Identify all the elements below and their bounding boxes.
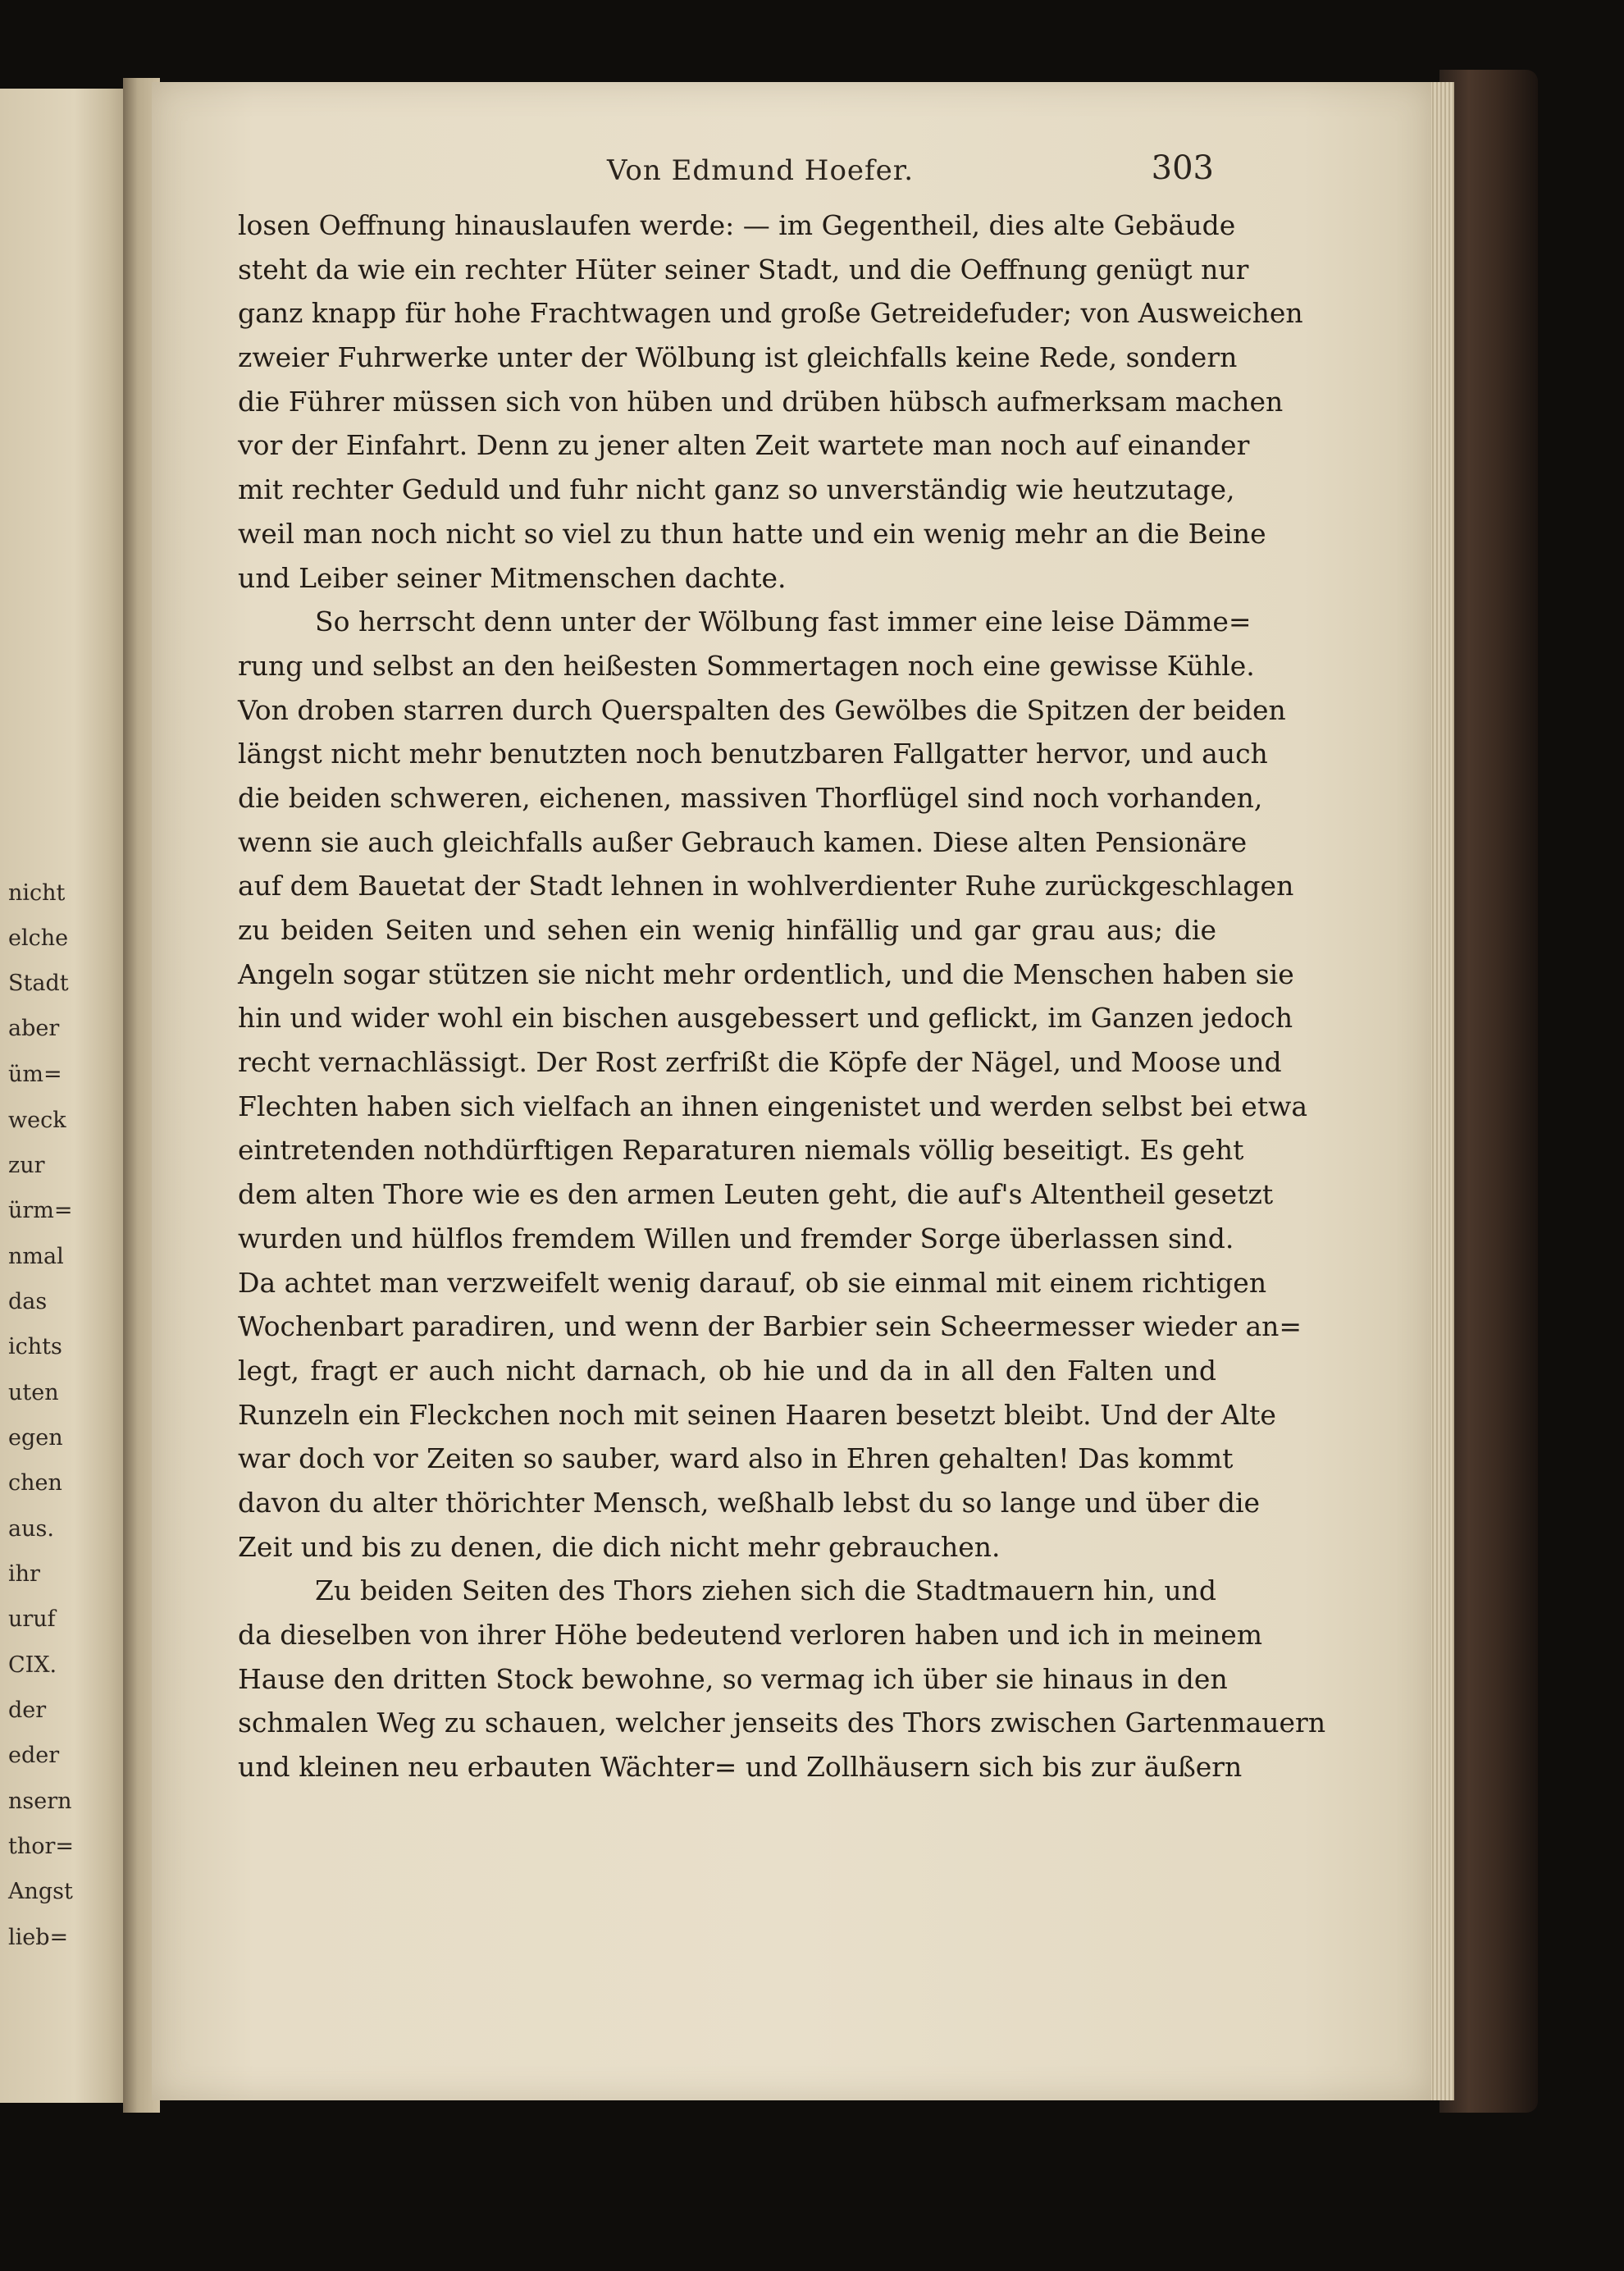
- text-line: Zeit und bis zu denen, die dich nicht mehr gebrauchen.: [238, 1530, 1001, 1563]
- margin-word: zur: [8, 1153, 45, 1178]
- margin-word: Angst: [8, 1879, 73, 1904]
- margin-word: eder: [8, 1743, 60, 1768]
- margin-word: üm=: [8, 1062, 62, 1087]
- margin-word: chen: [8, 1470, 62, 1496]
- text-line: dem alten Thore wie es den armen Leuten geht, die auf's Altentheil gesetzt: [238, 1178, 1274, 1211]
- text-line: da dieselben von ihrer Höhe bedeutend verloren haben und ich in meinem: [238, 1619, 1263, 1651]
- running-title: Von Edmund Hoefer.: [607, 154, 915, 187]
- text-line: Hause den dritten Stock bewohne, so vermag ich über sie hinaus in den: [238, 1662, 1228, 1695]
- text-line: losen Oeffnung hinauslaufen werde: — im Gegentheil, dies alte Gebäude: [238, 209, 1236, 241]
- text-line: eintretenden nothdürftigen Reparaturen niemals völlig beseitigt. Es geht: [238, 1134, 1244, 1167]
- page-number: 303: [1151, 149, 1214, 187]
- margin-word: ürm=: [8, 1198, 73, 1223]
- margin-word: der: [8, 1698, 47, 1723]
- margin-word: ihr: [8, 1561, 40, 1587]
- margin-word: thor=: [8, 1834, 75, 1859]
- margin-word: aus.: [8, 1516, 54, 1542]
- book-cover: [1439, 70, 1538, 2113]
- text-line: Wochenbart paradiren, und wenn der Barbier sein Scheermesser wieder an=: [238, 1310, 1302, 1343]
- text-line: Flechten haben sich vielfach an ihnen eingenistet und werden selbst bei etwa: [238, 1090, 1308, 1122]
- text-line: Runzeln ein Fleckchen noch mit seinen Haaren besetzt bleibt. Und der Alte: [238, 1398, 1276, 1431]
- facing-left-page: [0, 89, 135, 2103]
- text-line: vor der Einfahrt. Denn zu jener alten Zeit wartete man noch auf einander: [238, 429, 1250, 462]
- text-line: zu beiden Seiten und sehen ein wenig hinfällig und gar grau aus; die: [238, 914, 1216, 946]
- text-line: ganz knapp für hohe Frachtwagen und große Getreidefuder; von Ausweichen: [238, 297, 1303, 330]
- text-line: mit rechter Geduld und fuhr nicht ganz so unverständig wie heutzutage,: [238, 473, 1235, 506]
- text-line: steht da wie ein rechter Hüter seiner Stadt, und die Oeffnung genügt nur: [238, 253, 1249, 286]
- text-line: auf dem Bauetat der Stadt lehnen in wohlverdienter Ruhe zurückgeschlagen: [238, 870, 1294, 902]
- margin-word: egen: [8, 1425, 63, 1451]
- text-line: rung und selbst an den heißesten Sommertagen noch eine gewisse Kühle.: [238, 649, 1255, 682]
- text-line: die beiden schweren, eichenen, massiven Thorflügel sind noch vorhanden,: [238, 781, 1263, 814]
- text-line: davon du alter thörichter Mensch, weßhalb lebst du so lange und über die: [238, 1486, 1261, 1519]
- text-line: längst nicht mehr benutzten noch benutzbaren Fallgatter hervor, und auch: [238, 738, 1268, 770]
- text-line: Angeln sogar stützen sie nicht mehr ordentlich, und die Menschen haben sie: [238, 957, 1294, 990]
- margin-word: nicht: [8, 880, 66, 906]
- text-line: Da achtet man verzweifelt wenig darauf, ob sie einmal mit einem richtigen: [238, 1266, 1267, 1299]
- text-line: schmalen Weg zu schauen, welcher jenseits des Thors zwischen Gartenmauern: [238, 1707, 1326, 1739]
- text-line: So herrscht denn unter der Wölbung fast immer eine leise Dämme=: [315, 605, 1252, 638]
- margin-word: CIX.: [8, 1652, 57, 1678]
- text-line: und Leiber seiner Mitmenschen dachte.: [238, 561, 787, 594]
- margin-word: nmal: [8, 1244, 64, 1269]
- margin-word: das: [8, 1289, 48, 1314]
- margin-word: ichts: [8, 1334, 62, 1359]
- text-line: zweier Fuhrwerke unter der Wölbung ist gleichfalls keine Rede, sondern: [238, 341, 1238, 374]
- text-line: weil man noch nicht so viel zu thun hatte und ein wenig mehr an die Beine: [238, 517, 1266, 550]
- text-line: legt, fragt er auch nicht darnach, ob hie und da in all den Falten und: [238, 1354, 1216, 1387]
- margin-word: elche: [8, 925, 69, 951]
- text-line: Von droben starren durch Querspalten des Gewölbes die Spitzen der beiden: [238, 693, 1286, 726]
- margin-word: lieb=: [8, 1925, 69, 1950]
- running-head: [451, 149, 1214, 197]
- margin-word: Stadt: [8, 971, 69, 996]
- margin-word: uruf: [8, 1606, 56, 1632]
- body-text: [238, 203, 1326, 1789]
- text-line: wenn sie auch gleichfalls außer Gebrauch kamen. Diese alten Pensionäre: [238, 825, 1248, 858]
- text-line: Zu beiden Seiten des Thors ziehen sich die Stadtmauern hin, und: [315, 1574, 1216, 1607]
- margin-word: uten: [8, 1380, 59, 1405]
- text-line: hin und wider wohl ein bischen ausgebessert und geflickt, im Ganzen jedoch: [238, 1002, 1293, 1035]
- margin-word: nsern: [8, 1789, 72, 1814]
- text-line: die Führer müssen sich von hüben und drüben hübsch aufmerksam machen: [238, 385, 1284, 418]
- margin-word: weck: [8, 1108, 66, 1133]
- margin-word: aber: [8, 1016, 60, 1041]
- text-line: wurden und hülflos fremdem Willen und fremder Sorge überlassen sind.: [238, 1222, 1234, 1254]
- text-line: recht vernachlässigt. Der Rost zerfrißt die Köpfe der Nägel, und Moose und: [238, 1046, 1282, 1079]
- text-line: und kleinen neu erbauten Wächter= und Zollhäusern sich bis zur äußern: [238, 1751, 1243, 1784]
- text-line: war doch vor Zeiten so sauber, ward also in Ehren gehalten! Das kommt: [238, 1442, 1234, 1475]
